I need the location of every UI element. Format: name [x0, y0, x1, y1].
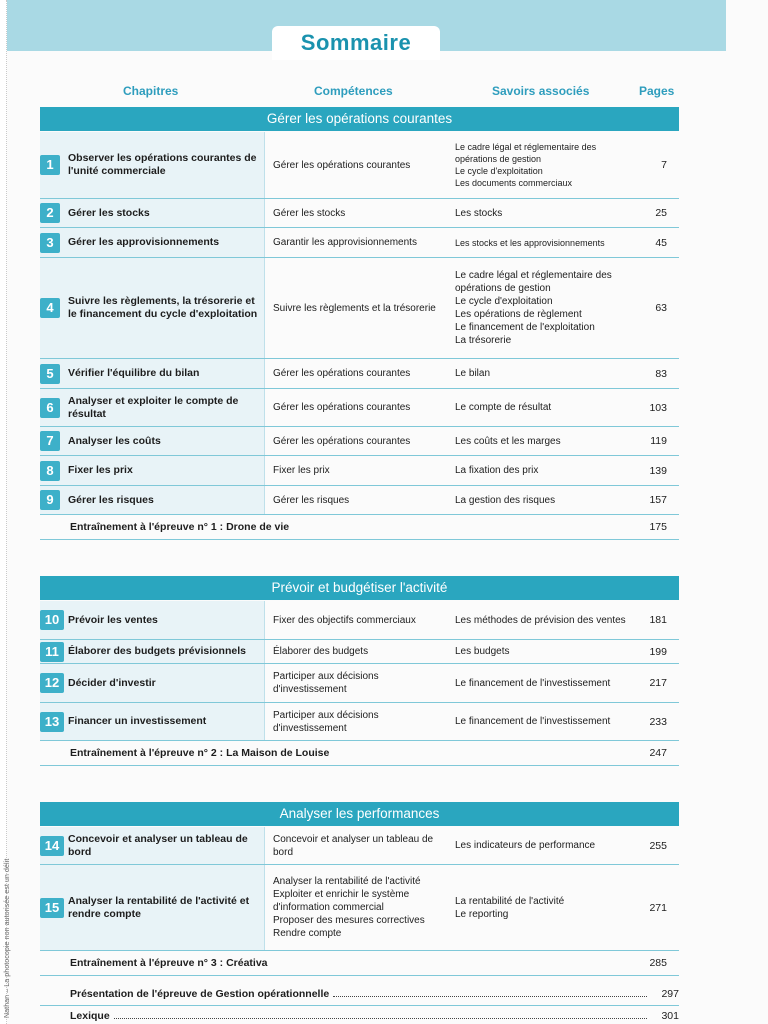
savoirs-cell [450, 228, 640, 257]
appendix-entry[interactable] [70, 1010, 679, 1022]
appendix-entry[interactable] [70, 988, 679, 1000]
savoirs-cell [450, 389, 640, 426]
chapter-row[interactable] [40, 827, 679, 865]
chapter-row[interactable] [40, 486, 679, 515]
competence-text: Gérer les opérations courantes [273, 160, 411, 171]
competence-text: Fixer des objectifs commerciaux [273, 615, 416, 626]
page-cell [640, 132, 679, 198]
page-number: 83 [655, 368, 667, 380]
column-header-competences: Compétences [314, 84, 393, 98]
column-header-pages: Pages [639, 84, 675, 98]
page-number: 233 [649, 716, 667, 728]
chapter-number-badge: 12 [40, 673, 64, 693]
page-cell [640, 486, 679, 514]
savoirs-text: Le financement de l'investissement [455, 716, 611, 727]
savoirs-text: Le compte de résultat [455, 402, 552, 413]
chapter-number-badge: 9 [40, 490, 60, 510]
page-cell [640, 258, 679, 358]
training-row[interactable] [40, 741, 679, 766]
page-number: 119 [650, 435, 667, 447]
page-cell [640, 827, 679, 864]
competence-text: Participer aux décisions d'investissement [273, 671, 379, 695]
chapter-row[interactable] [40, 228, 679, 258]
chapter-number-badge: 1 [40, 155, 60, 175]
page-cell [640, 703, 679, 740]
page-cell [640, 601, 679, 639]
copyright-note: Nathan – La photocopie non autorisée est un délit [4, 858, 11, 1018]
savoirs-cell [450, 199, 640, 227]
training-row[interactable] [40, 515, 679, 540]
competence-cell [264, 703, 451, 740]
savoirs-text: Les coûts et les marges [455, 436, 561, 447]
competence-cell [264, 865, 451, 950]
competence-text: Concevoir et analyser un tableau de bord [273, 834, 434, 858]
chapter-row[interactable] [40, 865, 679, 951]
savoirs-cell [450, 258, 640, 358]
savoirs-text: Les méthodes de prévision des ventes [455, 615, 626, 626]
chapter-number-badge: 11 [40, 642, 64, 662]
competence-cell [264, 827, 451, 864]
competence-cell [264, 258, 451, 358]
page-number: 199 [649, 646, 667, 658]
savoirs-text: Le financement de l'investissement [455, 678, 611, 689]
chapter-cell [40, 427, 264, 455]
competence-text: Gérer les opérations courantes [273, 402, 411, 413]
section-title: Prévoir et budgétiser l'activité [40, 576, 679, 600]
competence-text: Gérer les risques [273, 495, 350, 506]
chapter-number-badge: 8 [40, 461, 60, 481]
chapter-title[interactable]: Fixer les prix [68, 464, 133, 476]
competence-text: Fixer les prix [273, 465, 330, 476]
savoirs-text: Le bilan [455, 368, 491, 379]
page-cell [640, 640, 679, 663]
dot-leader [333, 988, 647, 997]
chapter-row[interactable] [40, 427, 679, 456]
competence-text: Gérer les opérations courantes [273, 436, 411, 447]
page-cell [640, 427, 679, 455]
chapter-row[interactable] [40, 389, 679, 427]
chapter-row[interactable] [40, 359, 679, 389]
title-tab [272, 26, 440, 60]
competence-text: Garantir les approvisionnements [273, 237, 417, 248]
page-number: 63 [655, 302, 667, 314]
chapter-title[interactable]: Analyser la rentabilité de l'activité et rendre compte [68, 895, 250, 920]
chapter-title[interactable]: Concevoir et analyser un tableau de bord [68, 833, 248, 858]
savoirs-cell [450, 703, 640, 740]
chapter-number-badge: 14 [40, 836, 64, 856]
competence-text: Élaborer des budgets [273, 646, 369, 657]
competence-cell [264, 601, 451, 639]
chapter-cell [40, 703, 264, 740]
chapter-number-badge: 7 [40, 431, 60, 451]
chapter-cell [40, 601, 264, 639]
chapter-row[interactable] [40, 640, 679, 664]
page-cell [640, 228, 679, 257]
chapter-row[interactable] [40, 199, 679, 228]
chapter-title[interactable]: Décider d'investir [68, 677, 156, 689]
page-cell [640, 865, 679, 950]
page-number: 103 [649, 402, 667, 414]
savoirs-text: La gestion des risques [455, 495, 556, 506]
chapter-cell [40, 228, 264, 257]
page-cell [640, 456, 679, 485]
savoirs-cell [450, 427, 640, 455]
savoirs-cell [450, 640, 640, 663]
chapter-title[interactable]: Prévoir les ventes [68, 614, 158, 626]
page-number: 271 [649, 902, 667, 914]
column-header-chapitres: Chapitres [123, 84, 179, 98]
savoirs-text: Les indicateurs de performance [455, 840, 596, 851]
chapter-number-badge: 13 [40, 712, 64, 732]
section-title: Gérer les opérations courantes [40, 107, 679, 131]
chapter-number-badge: 5 [40, 364, 60, 384]
competence-cell [264, 199, 451, 227]
chapter-number-badge: 3 [40, 233, 60, 253]
savoirs-text: Les stocks et les approvisionnements [455, 238, 605, 248]
chapter-number-badge: 15 [40, 898, 64, 918]
competence-text: Suivre les règlements et la trésorerie [273, 303, 436, 314]
chapter-row[interactable] [40, 664, 679, 703]
chapter-cell [40, 865, 264, 950]
chapter-title[interactable]: Gérer les stocks [68, 207, 150, 219]
chapter-title[interactable]: Observer les opérations courantes de l'unité commerciale [68, 152, 257, 177]
savoirs-cell [450, 486, 640, 514]
chapter-title[interactable]: Analyser et exploiter le compte de résultat [68, 395, 239, 420]
chapter-cell [40, 486, 264, 514]
page-cell [640, 389, 679, 426]
chapter-cell [40, 664, 264, 702]
page-number: 45 [655, 237, 667, 249]
chapter-row[interactable] [40, 703, 679, 741]
competence-text: Gérer les stocks [273, 208, 346, 219]
page-title: Sommaire [300, 30, 412, 55]
chapter-title[interactable]: Financer un investissement [68, 715, 207, 727]
training-row[interactable] [40, 951, 679, 976]
chapter-row[interactable] [40, 456, 679, 486]
page-number: 139 [649, 465, 667, 477]
competence-cell [264, 456, 451, 485]
chapter-cell [40, 359, 264, 388]
competence-cell [264, 228, 451, 257]
chapter-cell [40, 258, 264, 358]
appendix-page: 301 [661, 1010, 679, 1022]
chapter-number-badge: 10 [40, 610, 64, 630]
competence-text: Participer aux décisions d'investissement [273, 710, 379, 734]
divider [40, 1005, 679, 1006]
training-label[interactable]: Entraînement à l'épreuve n° 1 : Drone de vie [70, 521, 290, 533]
chapter-number-badge: 4 [40, 298, 60, 318]
savoirs-text: La rentabilité de l'activité Le reporting [455, 896, 565, 920]
page-cell [640, 359, 679, 388]
chapter-cell [40, 640, 264, 663]
appendix-label[interactable]: Présentation de l'épreuve de Gestion opérationnelle [70, 988, 330, 1000]
competence-cell [264, 427, 451, 455]
competence-cell [264, 132, 451, 198]
page-number: 181 [649, 614, 667, 626]
savoirs-text: Les stocks [455, 208, 503, 219]
savoirs-text: Le cadre légal et réglementaire des opérations de gestion Le cycle d'exploitation Les opérations de règlement Le financement de l'exploitation La trésorerie [455, 270, 612, 346]
savoirs-cell [450, 865, 640, 950]
chapter-number-badge: 6 [40, 398, 60, 418]
page-number: 157 [649, 494, 667, 506]
savoirs-cell [450, 359, 640, 388]
chapter-cell [40, 389, 264, 426]
competence-cell [264, 389, 451, 426]
chapter-number-badge: 2 [40, 203, 60, 223]
training-page: 285 [649, 957, 667, 969]
chapter-cell [40, 456, 264, 485]
competence-cell [264, 359, 451, 388]
savoirs-text: La fixation des prix [455, 465, 539, 476]
section-title: Analyser les performances [40, 802, 679, 826]
competence-text: Gérer les opérations courantes [273, 368, 411, 379]
chapter-title[interactable]: Gérer les approvisionnements [68, 236, 220, 248]
competence-cell [264, 486, 451, 514]
training-label[interactable]: Entraînement à l'épreuve n° 2 : La Maison de Louise [70, 747, 330, 759]
savoirs-cell [450, 132, 640, 198]
chapter-title[interactable]: Gérer les risques [68, 494, 154, 506]
savoirs-cell [450, 601, 640, 639]
page-cell [640, 664, 679, 702]
page-number: 255 [649, 840, 667, 852]
chapter-row[interactable] [40, 601, 679, 640]
chapter-title[interactable]: Suivre les règlements, la trésorerie et le financement du cycle d'exploitation [68, 295, 258, 320]
chapter-title[interactable]: Analyser les coûts [68, 435, 161, 447]
savoirs-text: Les budgets [455, 646, 510, 657]
appendix-page: 297 [661, 988, 679, 1000]
page-number: 7 [661, 159, 667, 171]
appendix-label[interactable]: Lexique [70, 1010, 110, 1022]
savoirs-text: Le cadre légal et réglementaire des opérations de gestion Le cycle d'exploitation Les documents commerciaux [455, 142, 597, 188]
savoirs-cell [450, 827, 640, 864]
chapter-title[interactable]: Élaborer des budgets prévisionnels [68, 645, 246, 657]
chapter-row[interactable] [40, 132, 679, 199]
training-label[interactable]: Entraînement à l'épreuve n° 3 : Créativa [70, 957, 268, 969]
chapter-cell [40, 199, 264, 227]
training-page: 247 [649, 747, 667, 759]
page-number: 25 [655, 207, 667, 219]
competence-text: Analyser la rentabilité de l'activité Exploiter et enrichir le système d'information commercial Proposer des mesures correctives Rendre compte [273, 876, 425, 939]
chapter-row[interactable] [40, 258, 679, 359]
chapter-cell [40, 132, 264, 198]
column-header-savoirs: Savoirs associés [492, 84, 590, 98]
savoirs-cell [450, 456, 640, 485]
page-cell [640, 199, 679, 227]
chapter-cell [40, 827, 264, 864]
competence-cell [264, 640, 451, 663]
competence-cell [264, 664, 451, 702]
page-number: 217 [649, 677, 667, 689]
dot-leader [114, 1010, 647, 1019]
chapter-title[interactable]: Vérifier l'équilibre du bilan [68, 367, 200, 379]
savoirs-cell [450, 664, 640, 702]
training-page: 175 [649, 521, 667, 533]
